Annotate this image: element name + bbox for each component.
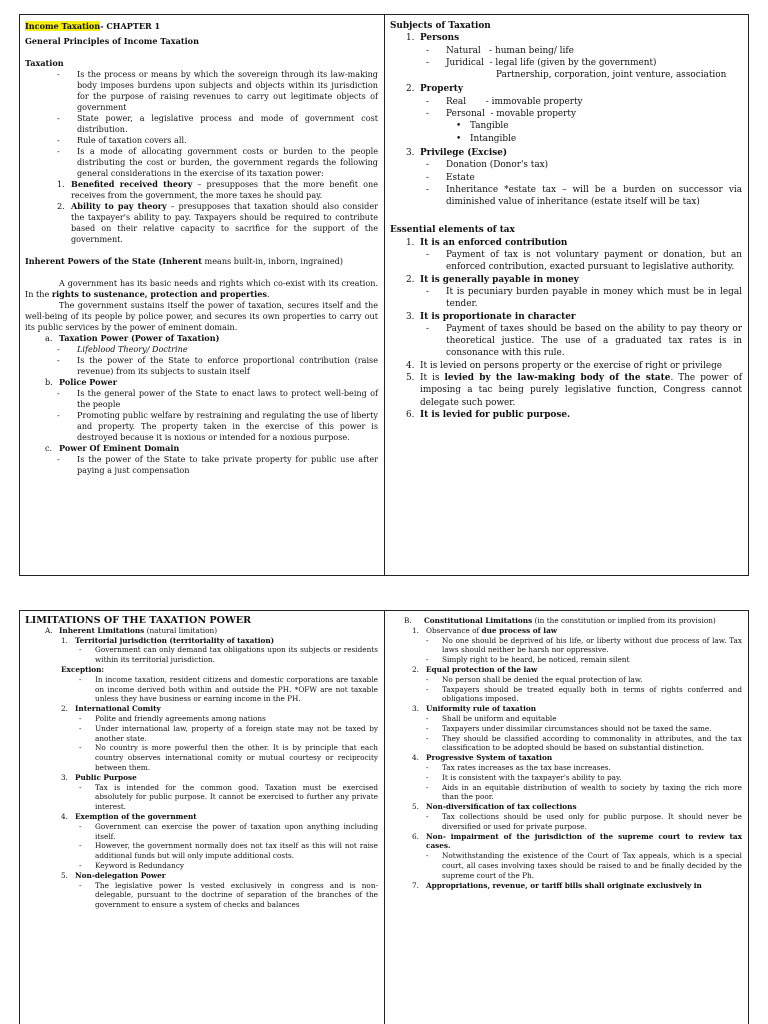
limit-4-title: 4. Exemption of the government <box>61 811 197 821</box>
power-b-point: - Is the general power of the State to enact laws to protect well-being of the people <box>57 388 378 409</box>
subject-natural: - Natural - human being/ life <box>426 45 574 56</box>
inherent-limitations-title: A. Inherent Limitations (natural limitation) <box>45 625 218 635</box>
chapter-title-rest: - CHAPTER 1 <box>100 21 161 31</box>
limit-4-point: - Government can exercise the power of taxation upon anything including itself. <box>79 821 378 841</box>
document-page-2 <box>19 610 749 1024</box>
element-1-point: - Payment of tax is not voluntary payment or donation, but an enforced contribution, exacted pursuant to legislative authority. <box>426 250 742 273</box>
taxation-heading: Taxation <box>25 58 64 68</box>
element-5: 5. It is levied by the law-making body of the state. The power of imposing a tac being purely legislative function, Congress cannot delegate such power. <box>406 373 743 408</box>
power-b-point: - Promoting public welfare by restraining and regulating the use of liberty and property. The property taken in the exercise of this power is destroyed because it is noxious or intended for a noxious purpose. <box>57 410 378 442</box>
limit-5-title: 5. Non-delegation Power <box>61 870 166 880</box>
element-1-title: 1. It is an enforced contribution <box>406 237 568 248</box>
const-3-point: - Shall be uniform and equitable <box>426 713 557 723</box>
limit-3-point: - Tax is intended for the common good. Taxation must be exercised absolutely for public purpose. It cannot be exercised to further any private interest. <box>79 782 378 812</box>
subject-persons-title: 1. Persons <box>406 33 460 44</box>
const-3-title: 3. Uniformity rule of taxation <box>412 704 537 714</box>
limit-2-point: - Under international law, property of a foreign state may not be taxed by another state. <box>79 723 378 743</box>
chapter-title-highlight: Income Taxation <box>25 21 101 31</box>
chapter-subtitle: General Principles of Income Taxation <box>25 36 199 46</box>
taxation-point: - Is the process or means by which the sovereign through its law-making body imposes burdens upon subjects and objects within its jurisdiction for the purpose of raising revenues to carry out legitimate objects of government <box>57 69 378 112</box>
page2-left-column <box>20 611 384 1024</box>
const-1-title: 1. Observance of due process of law <box>412 625 558 635</box>
power-a-title: a. Taxation Power (Power of Taxation) <box>45 333 220 343</box>
subject-personal: - Personal - movable property <box>426 109 576 120</box>
element-4: 4. It is levied on persons property or the exercise of right or privilege <box>406 360 723 371</box>
element-6: 6. It is levied for public purpose. <box>406 409 571 420</box>
element-3-title: 3. It is proportionate in character <box>406 311 576 322</box>
bullet-intangible: • Intangible <box>456 133 517 144</box>
limit-1-point: - Government can only demand tax obligations upon its subjects or residents within its territorial jurisdiction. <box>79 645 378 665</box>
const-3-point: - They should be classified according to commonality in attributes, and the tax classification to be adopted should be based on substantial distinction. <box>426 733 742 753</box>
element-3-point: - Payment of taxes should be based on the ability to pay theory or theoretical justice. The use of a graduated tax rates is in consonance with this rule. <box>426 323 742 359</box>
ability-theory: 2. Ability to pay theory – presupposes that taxation should also consider the taxpayer's ability to pay. Taxpayers should be required to contribute based on their relative capacity to sacrifice for the support of the government. <box>57 201 378 244</box>
const-4-point: - It is consistent with the taxpayer's ability to pay. <box>426 772 622 782</box>
const-5-title: 5. Non-diversification of tax collections <box>412 802 577 812</box>
privilege-point: - Donation (Donor's tax) <box>426 160 549 171</box>
exception-label: Exception: <box>61 664 105 674</box>
benefit-theory: 1. Benefited received theory – presupposes that the more benefit one receives from the government, the more taxes he should pay. <box>57 179 378 200</box>
limit-2-point: - No country is more powerful then the other. It is by principle that each country observes international comity or mutual courtesy or reciprocity between them. <box>79 743 378 772</box>
subject-juridical: - Juridical - legal life (given by the government) <box>426 57 657 68</box>
inherent-powers-heading: Inherent Powers of the State (Inherent means built-in, inborn, ingrained) <box>25 256 343 266</box>
taxation-point: - State power, a legislative process and mode of government cost distribution. <box>57 113 378 134</box>
limit-5-point: - The legislative power Is vested exclusively in congress and is non-delegable, pursuant to the doctrine of separation of the branches of the government to ensure a system of checks and balances <box>79 880 378 910</box>
limit-1-title: 1. Territorial jurisdiction (territoriality of taxation) <box>61 635 275 645</box>
document-page-1 <box>19 14 749 576</box>
bullet-tangible: • Tangible <box>456 121 509 132</box>
limit-4-point: - However, the government normally does not tax itself as this will not raise additional funds but will only impute additional costs. <box>79 841 378 861</box>
exception-point: - In income taxation, resident citizens and domestic corporations are taxable on income derived both within and outside the PH. *OFW are not taxable unless they have business or earning income in the PH. <box>79 674 378 704</box>
limit-2-point: - Polite and friendly agreements among nations <box>79 713 266 723</box>
subject-privilege-title: 3. Privilege (Excise) <box>406 147 508 158</box>
const-4-point: - Aids in an equitable distribution of wealth to society by taxing the rich more than the poor. <box>426 782 742 802</box>
limit-2-title: 2. International Comity <box>61 704 161 714</box>
constitutional-limitations-title: B. Constitutional Limitations (in the constitution or implied from its provision) <box>404 616 716 625</box>
privilege-point: - Inheritance *estate tax – will be a burden on successor via diminished value of inheritance (estate itself will be tax) <box>426 184 742 208</box>
paragraph-government-needs: A government has its basic needs and rights which co-exist with its creation. In the rights to sustenance, protection and properties. <box>25 278 378 299</box>
paragraph-government-powers: The government sustains itself the power of taxation, secures itself and the well-being of its people by police power, and secures its own properties to carry out its public services by the power of eminent domain. <box>25 300 378 332</box>
power-c-title: c. Power Of Eminent Domain <box>45 443 180 453</box>
const-1-point: - No one should be deprived of his life, or liberty without due process of law. Tax laws should neither be harsh nor oppressive. <box>426 635 742 655</box>
subject-juridical-examples: Partnership, corporation, joint venture, association <box>496 70 727 81</box>
const-7-title: 7. Appropriations, revenue, or tariff bills shall originate exclusively in <box>412 880 702 890</box>
limitations-heading: LIMITATIONS OF THE TAXATION POWER <box>25 615 252 626</box>
power-a-point: - Is the power of the State to enforce proportional contribution (raise revenue) from its subjects to sustain itself <box>57 355 378 376</box>
power-a-point: - Lifeblood Theory/ Doctrine <box>57 344 188 354</box>
const-2-title: 2. Equal protection of the law <box>412 664 538 674</box>
const-3-point: - Taxpayers under dissimilar circumstances should not be taxed the same. <box>426 723 712 733</box>
const-2-point: - Taxpayers should be treated equally both in terms of rights conferred and obligations imposed. <box>426 684 742 704</box>
page1-left-column <box>20 15 384 575</box>
privilege-point: - Estate <box>426 172 475 183</box>
subject-real: - Real - immovable property <box>426 96 583 107</box>
const-4-title: 4. Progressive System of taxation <box>412 753 553 763</box>
power-b-title: b. Police Power <box>45 377 117 387</box>
limit-4-point: - Keyword is Redundancy <box>79 860 185 870</box>
taxation-point: - Rule of taxation covers all. <box>57 135 187 145</box>
subjects-heading: Subjects of Taxation <box>390 21 491 31</box>
element-2-title: 2. It is generally payable in money <box>406 274 579 285</box>
page1-right-column <box>384 15 748 575</box>
const-2-point: - No person shall be denied the equal protection of law. <box>426 674 643 684</box>
const-6-point: - Notwithstanding the existence of the Court of Tax appeals, which is a special court, all cases involving taxes should be raised to and be finally decided by the supreme court of the Ph. <box>426 851 742 880</box>
const-1-point: - Simply right to be heard, be noticed, remain silent <box>426 655 630 665</box>
const-5-point: - Tax collections should be used only for public purpose. It should never be diversified or used for private purpose. <box>426 811 742 831</box>
subject-property-title: 2. Property <box>406 84 464 95</box>
const-6-title: 6. Non- impairment of the jurisdiction of the supreme court to review tax cases. <box>412 831 742 851</box>
power-c-point: - Is the power of the State to take private property for public use after paying a just compensation <box>57 454 378 475</box>
chapter-title <box>25 21 378 32</box>
page2-right-column <box>384 611 748 1024</box>
element-2-point: - It is pecuniary burden payable in money which must be in legal tender. <box>426 286 742 310</box>
taxation-point: - Is a mode of allocating government costs or burden to the people distributing the cost or burden, the government regards the following general considerations in the exercise of its taxation power: <box>57 146 378 178</box>
essential-heading: Essential elements of tax <box>390 225 515 236</box>
limit-3-title: 3. Public Purpose <box>61 772 137 782</box>
const-4-point: - Tax rates increases as the tax base increases. <box>426 762 611 772</box>
